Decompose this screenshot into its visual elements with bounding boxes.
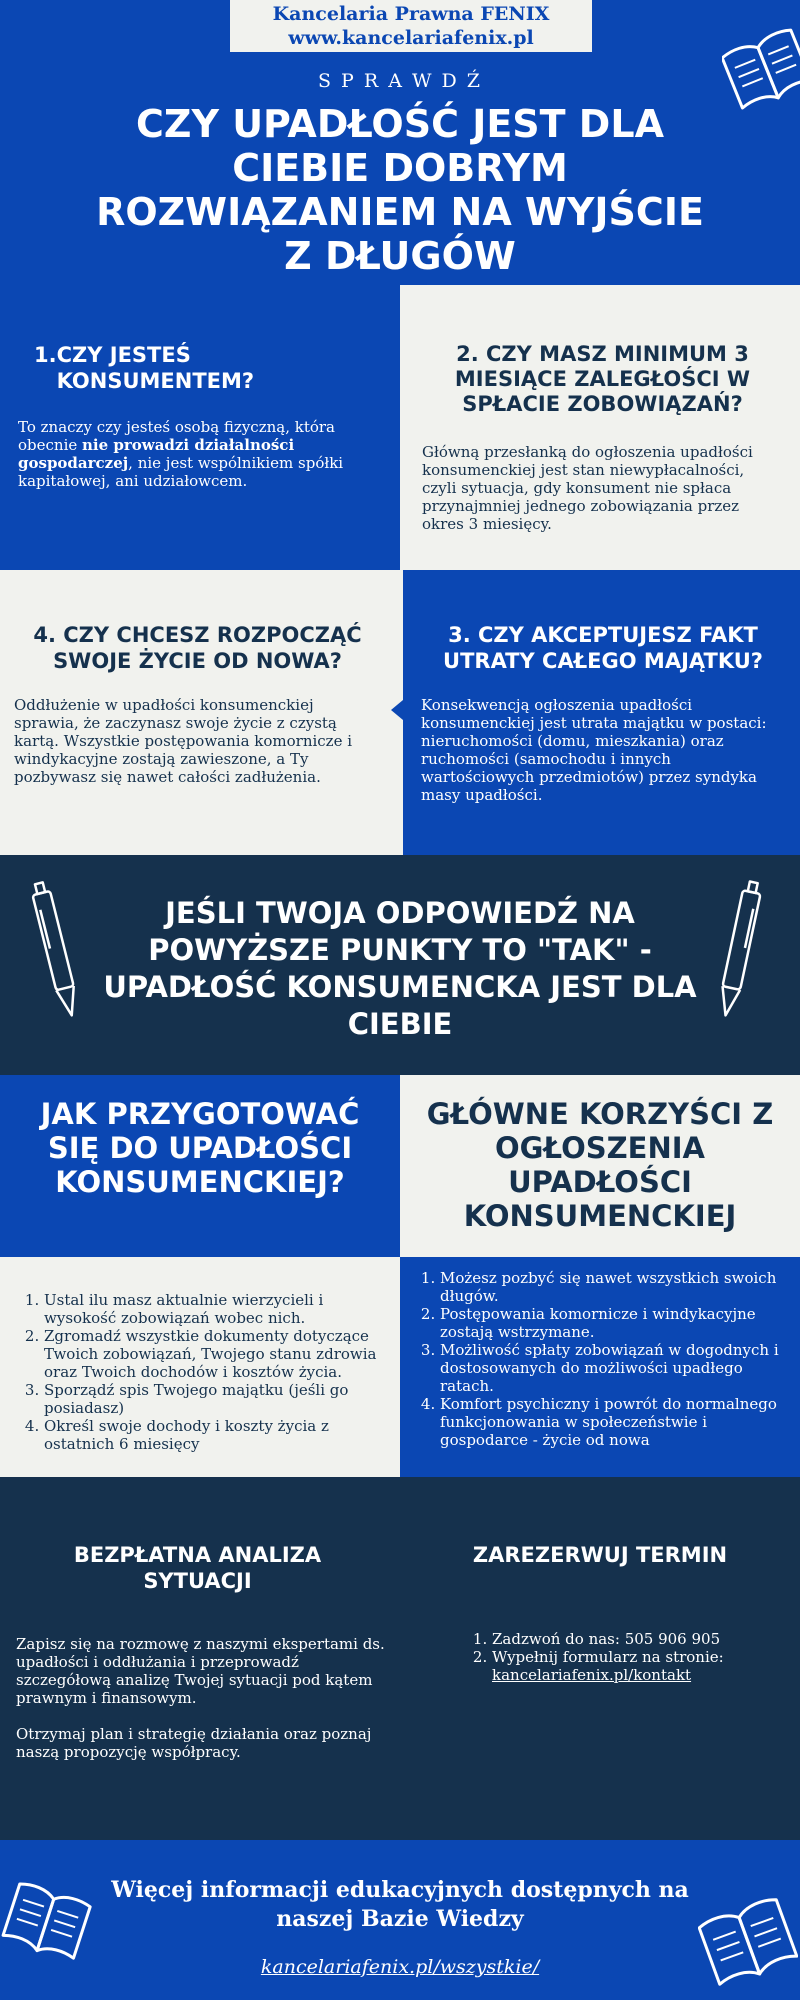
question-1-number: 1. (34, 343, 57, 367)
form-item-text: Wypełnij formularz na stronie: (492, 1648, 724, 1666)
pen-icon (22, 877, 92, 1027)
question-4-text: Oddłużenie w upadłości konsumenckiej sprawia, że zaczynasz swoje życie z czystą kartą. Wszystkie postępowania komornicze i windykacyjne zostają zawieszone, a Ty pozbywasz się nawet całości zadłużenia. (14, 696, 353, 786)
footer-section (0, 1840, 800, 2000)
question-1-text-start: To znaczy czy jesteś osobą fizyczną, która obecnie (18, 418, 335, 454)
header-section (0, 0, 800, 285)
pointer-left (391, 700, 403, 720)
analysis-text-1: Zapisz się na rozmowę z naszymi ekspertami ds. upadłości i oddłużania i przeprowadź szczegółową analizę Twojej sytuacji pod kątem prawnym i finansowym. (16, 1635, 385, 1707)
contact-section (0, 1477, 800, 1840)
question-3-text: Konsekwencją ogłoszenia upadłości konsumenckiej jest utrata majątku w postaci: nieruchomości (domu, mieszkania) oraz ruchomości (samochodu i innych wartościowych przedmiotów) przez syndyka masy upadłości. (421, 696, 767, 804)
list-item: 1. Ustal ilu masz aktualnie wierzycieli i wysokość zobowiązań wobec nich. (44, 1291, 383, 1327)
book-icon (698, 1892, 798, 1992)
booking-list (466, 1630, 766, 1684)
question-3-heading: 3. CZY AKCEPTUJESZ FAKT UTRATY CAŁEGO MAJĄTKU? (443, 623, 763, 673)
benefits-list-box (400, 1257, 800, 1477)
question-3-card (403, 570, 800, 855)
benefits-list (414, 1269, 789, 1449)
list-item: 2. Zgromadź wszystkie dokumenty dotyczące Twoich zobowiązań, Twojego stanu zdrowia oraz Twoich dochodów i kosztów życia. (44, 1327, 383, 1381)
pen-icon (705, 877, 775, 1027)
firm-website: www.kancelariafenix.pl (288, 27, 534, 49)
banner-text: JEŚLI TWOJA ODPOWIEDŹ NA POWYŻSZE PUNKTY TO "TAK" - UPADŁOŚĆ KONSUMENCKA JEST DLA CIEBIE (103, 896, 697, 1041)
form-item (492, 1648, 766, 1684)
analysis-heading: BEZPŁATNA ANALIZA SYTUACJI (73, 1543, 322, 1593)
question-1-title: CZY JESTEŚ KONSUMENTEM? (56, 343, 255, 393)
prepare-list-box (0, 1257, 400, 1477)
question-2-card (400, 285, 800, 570)
prepare-list (18, 1291, 383, 1453)
list-item: 3. Sporządź spis Twojego majątku (jeśli go posiadasz) (44, 1381, 383, 1417)
list-item: 1. Możesz pozbyć się nawet wszystkich swoich długów. (440, 1269, 789, 1305)
question-1-text-end: , nie jest wspólnikiem spółki kapitałowej, ani udziałowcem. (18, 454, 344, 490)
firm-name-box (230, 0, 592, 52)
prepare-heading: JAK PRZYGOTOWAĆ SIĘ DO UPADŁOŚCI KONSUMENCKIEJ? (40, 1097, 360, 1199)
firm-name: Kancelaria Prawna FENIX (272, 3, 550, 25)
analysis-text-2: Otrzymaj plan i strategię działania oraz poznaj naszą propozycję współpracy. (16, 1725, 372, 1761)
question-4-heading: 4. CZY CHCESZ ROZPOCZĄĆ SWOJE ŻYCIE OD NOWA? (33, 623, 362, 673)
question-1-heading (34, 342, 374, 394)
book-icon (722, 26, 800, 114)
kicker-text: S P R A W D Ź (317, 70, 483, 92)
question-4-card (0, 570, 403, 855)
booking-heading: ZAREZERWUJ TERMIN (472, 1543, 728, 1567)
contact-link[interactable]: kancelariafenix.pl/kontakt (492, 1666, 692, 1684)
question-2-heading: 2. CZY MASZ MINIMUM 3 MIESIĄCE ZALEGŁOŚCI W SPŁACIE ZOBOWIĄZAŃ? (454, 342, 751, 416)
list-item: 2. Postępowania komornicze i windykacyjne zostają wstrzymane. (440, 1305, 789, 1341)
list-item: 3. Możliwość spłaty zobowiązań w dogodnych i dostosowanych do możliwości upadłego ratach. (440, 1341, 789, 1395)
prepare-heading-box (0, 1075, 400, 1257)
question-1-card (0, 285, 400, 570)
benefits-heading: GŁÓWNE KORZYŚCI Z OGŁOSZENIA UPADŁOŚCI KONSUMENCKIEJ (426, 1097, 774, 1233)
question-1-text (18, 418, 358, 490)
question-2-text: Główną przesłanką do ogłoszenia upadłości konsumenckiej jest stan niewypłacalności, czyli sytuacja, gdy konsument nie spłaca przynajmniej jednego zobowiązania przez okres 3 miesięcy. (422, 443, 753, 533)
phone-item: 1. Zadzwoń do nas: 505 906 905 (492, 1630, 766, 1648)
book-icon (0, 1878, 92, 1968)
footer-text: Więcej informacji edukacyjnych dostępnych na naszej Bazie Wiedzy (111, 1877, 689, 1932)
knowledge-base-link[interactable]: kancelariafenix.pl/wszystkie/ (260, 1956, 540, 1978)
page-title: CZY UPADŁOŚĆ JEST DLA CIEBIE DOBRYM ROZWIĄZANIEM NA WYJŚCIE Z DŁUGÓW (96, 102, 704, 278)
question-1-text-bold: nie prowadzi działalności gospodarczej (18, 436, 295, 472)
answer-banner (0, 855, 800, 1075)
list-item: 4. Komfort psychiczny i powrót do normalnego funkcjonowania w społeczeństwie i gospodarce - życie od nowa (440, 1395, 789, 1449)
benefits-heading-box (400, 1075, 800, 1257)
list-item: 4. Określ swoje dochody i koszty życia z ostatnich 6 miesięcy (44, 1417, 383, 1453)
